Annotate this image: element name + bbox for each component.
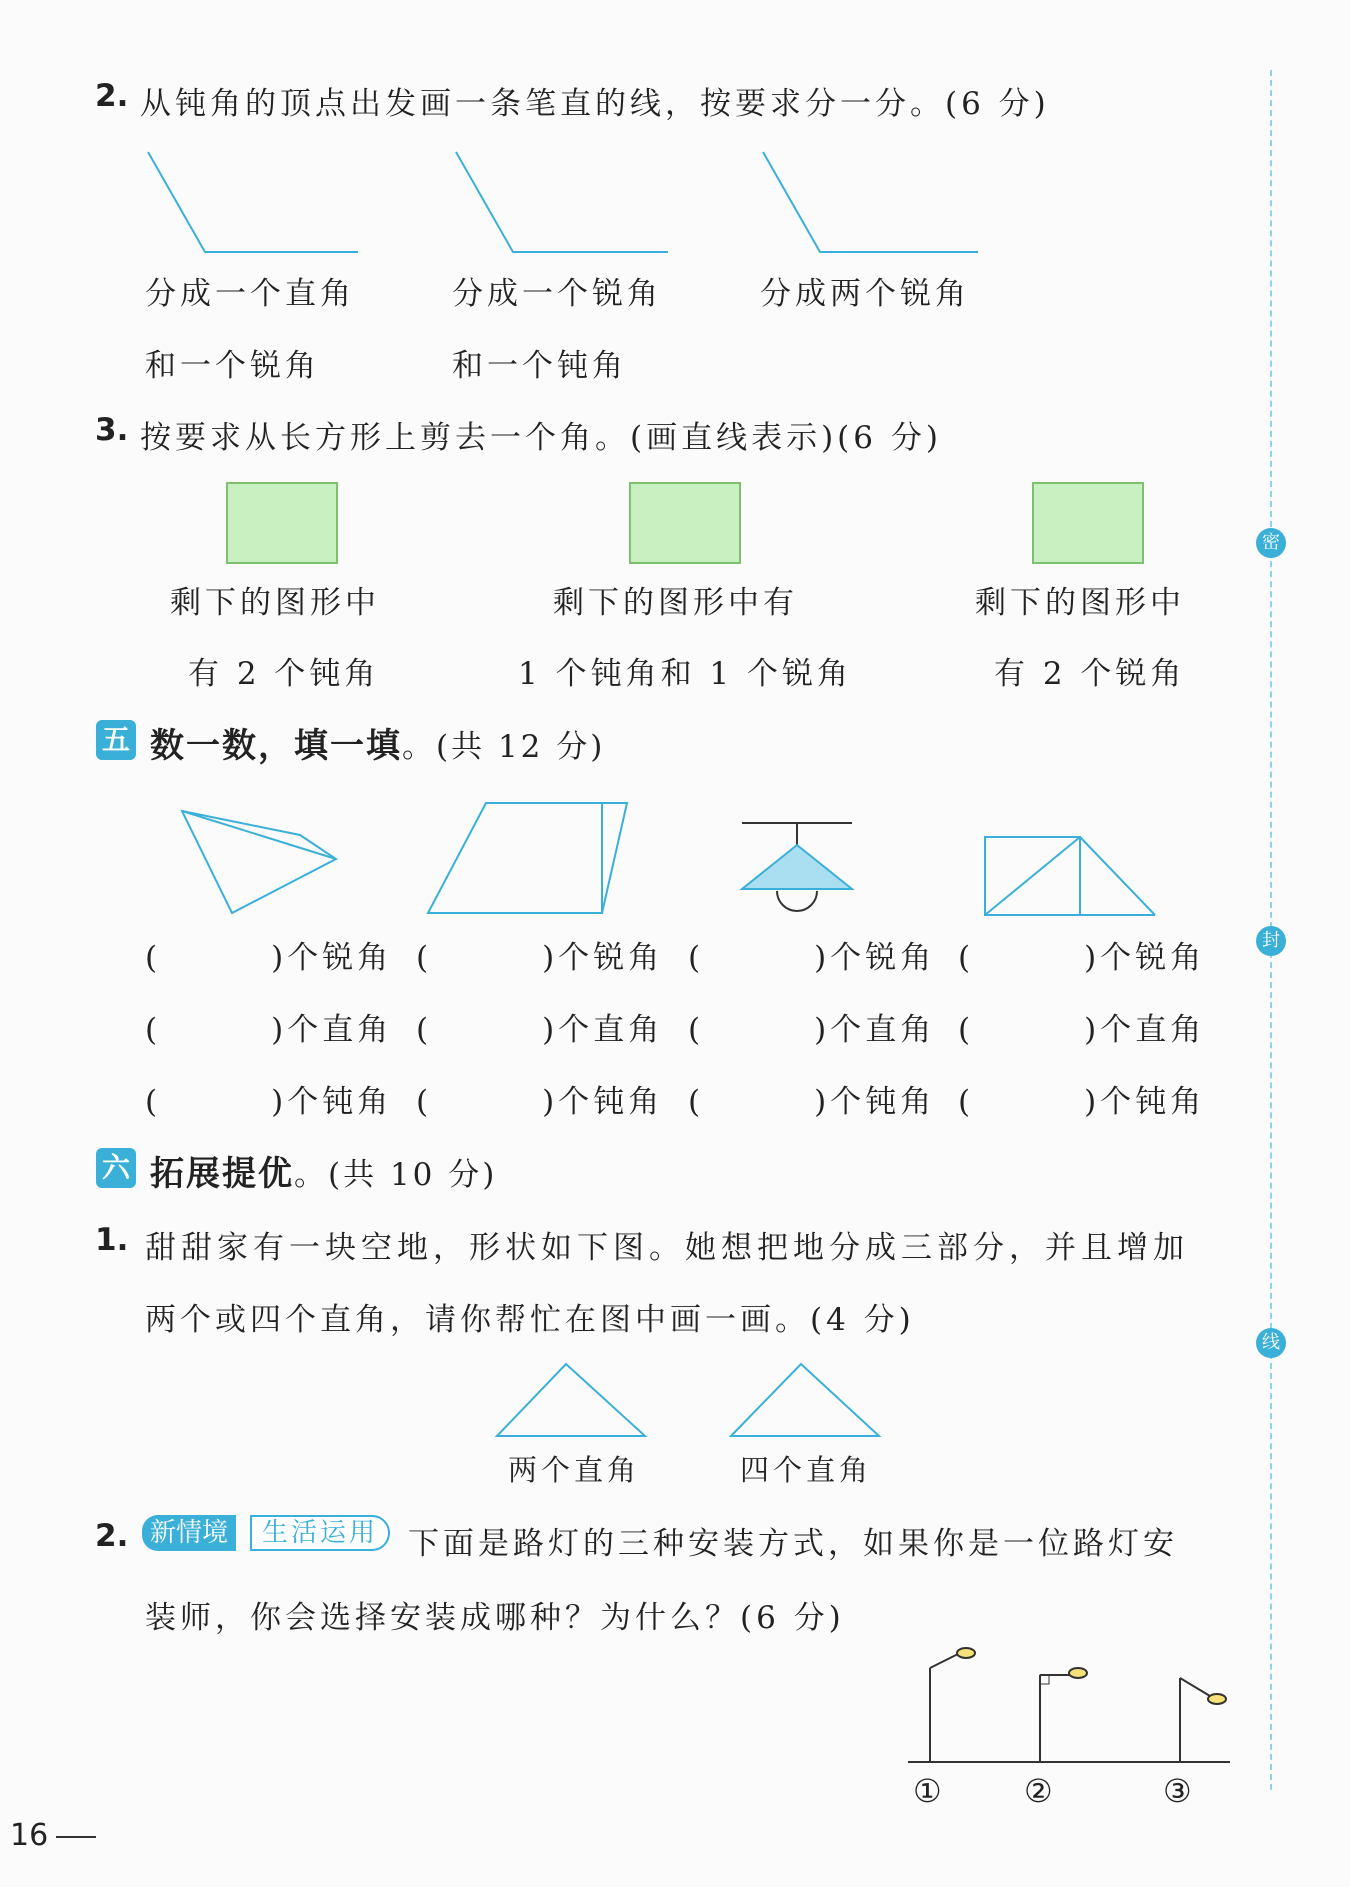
count-row-right-2[interactable]: ( )个直角 — [416, 1012, 664, 1048]
q3-label-3a: 剩下的图形中 — [975, 585, 1185, 621]
lamp-label-1: ① — [913, 1772, 942, 1810]
section-6-title: 拓展提优。(共 10 分) — [150, 1154, 498, 1194]
section-6-badge: 六 — [96, 1148, 136, 1188]
q3-label-2a: 剩下的图形中有 — [553, 585, 798, 621]
q3-number: 3. — [95, 412, 129, 448]
page-number: 16 — [10, 1818, 96, 1853]
q3-label-1b: 有 2 个钝角 — [188, 656, 380, 692]
street-lamps-figure — [900, 1640, 1240, 1780]
count-row-right-3[interactable]: ( )个直角 — [688, 1012, 936, 1048]
s6-q2-line1: 下面是路灯的三种安装方式，如果你是一位路灯安 — [408, 1526, 1178, 1562]
q2-text: 从钝角的顶点出发画一条笔直的线，按要求分一分。(6 分) — [140, 86, 1050, 122]
q2-label-2a: 分成一个锐角 — [452, 276, 662, 312]
count-row-obtuse-1[interactable]: ( )个钝角 — [145, 1084, 393, 1120]
triangle-label-2: 四个直角 — [740, 1453, 873, 1487]
rect-triangle-figure — [985, 837, 1155, 915]
triangle-2 — [731, 1364, 879, 1436]
q3-label-3b: 有 2 个锐角 — [994, 656, 1186, 692]
q2-label-2b: 和一个钝角 — [452, 348, 627, 384]
s6-q2-line2: 装师，你会选择安装成哪种？为什么？(6 分) — [145, 1600, 845, 1636]
q2-label-3a: 分成两个锐角 — [760, 276, 970, 312]
obtuse-angle-3 — [763, 152, 978, 252]
triangle-figures — [480, 1360, 900, 1440]
count-row-right-4[interactable]: ( )个直角 — [958, 1012, 1206, 1048]
obtuse-angle-2 — [456, 152, 668, 252]
margin-mark-xian: 线 — [1256, 1328, 1286, 1358]
tag-new-context: 新情境 — [142, 1515, 236, 1551]
count-row-obtuse-3[interactable]: ( )个钝角 — [688, 1084, 936, 1120]
section-5-badge: 五 — [96, 720, 136, 760]
section-5-figures — [0, 795, 1200, 935]
lamp-figure — [742, 823, 852, 911]
kite-figure — [182, 811, 336, 913]
s6-q2-number: 2. — [95, 1518, 129, 1554]
rectangle-1[interactable] — [226, 482, 338, 564]
count-row-obtuse-4[interactable]: ( )个钝角 — [958, 1084, 1206, 1120]
section-5-title: 数一数，填一填。(共 12 分) — [150, 726, 606, 766]
parallelogram-figure — [428, 803, 627, 913]
tag-life-application: 生活运用 — [250, 1515, 390, 1551]
obtuse-angle-1 — [148, 152, 358, 252]
lamp-label-3: ③ — [1163, 1772, 1192, 1810]
count-row-acute — [145, 932, 392, 977]
s6-q1-line1: 甜甜家有一块空地，形状如下图。她想把地分成三部分，并且增加 — [145, 1230, 1189, 1266]
count-row-acute-3[interactable]: ( )个锐角 — [688, 940, 936, 976]
count-row-acute-2[interactable]: ( )个锐角 — [416, 940, 664, 976]
rectangle-2[interactable] — [629, 482, 741, 564]
margin-mark-feng: 封 — [1256, 926, 1286, 956]
obtuse-angle-figures — [0, 140, 1100, 260]
rectangle-3[interactable] — [1032, 482, 1144, 564]
lamp-1 — [930, 1648, 975, 1762]
lamp-label-2: ② — [1024, 1772, 1053, 1810]
count-row-acute-4[interactable]: ( )个锐角 — [958, 940, 1206, 976]
count-row-obtuse-2[interactable]: ( )个钝角 — [416, 1084, 664, 1120]
fill-1-acute[interactable]: ( )个锐角 — [145, 940, 393, 976]
margin-mark-mi: 密 — [1256, 528, 1286, 558]
q3-label-1a: 剩下的图形中 — [170, 585, 380, 621]
q3-label-2b: 1 个钝角和 1 个锐角 — [518, 656, 853, 692]
q2-label-1b: 和一个锐角 — [145, 348, 320, 384]
q2-number: 2. — [95, 78, 129, 114]
count-row-right-1[interactable]: ( )个直角 — [145, 1012, 393, 1048]
s6-q1-number: 1. — [95, 1222, 129, 1258]
s6-q1-line2: 两个或四个直角，请你帮忙在图中画一画。(4 分) — [145, 1302, 915, 1338]
triangle-1 — [497, 1364, 645, 1436]
triangle-label-1: 两个直角 — [508, 1453, 641, 1487]
q3-text: 按要求从长方形上剪去一个角。(画直线表示)(6 分) — [140, 420, 942, 456]
lamp-3 — [1180, 1678, 1226, 1762]
lamp-2 — [1040, 1668, 1087, 1762]
q2-label-1a: 分成一个直角 — [145, 276, 355, 312]
